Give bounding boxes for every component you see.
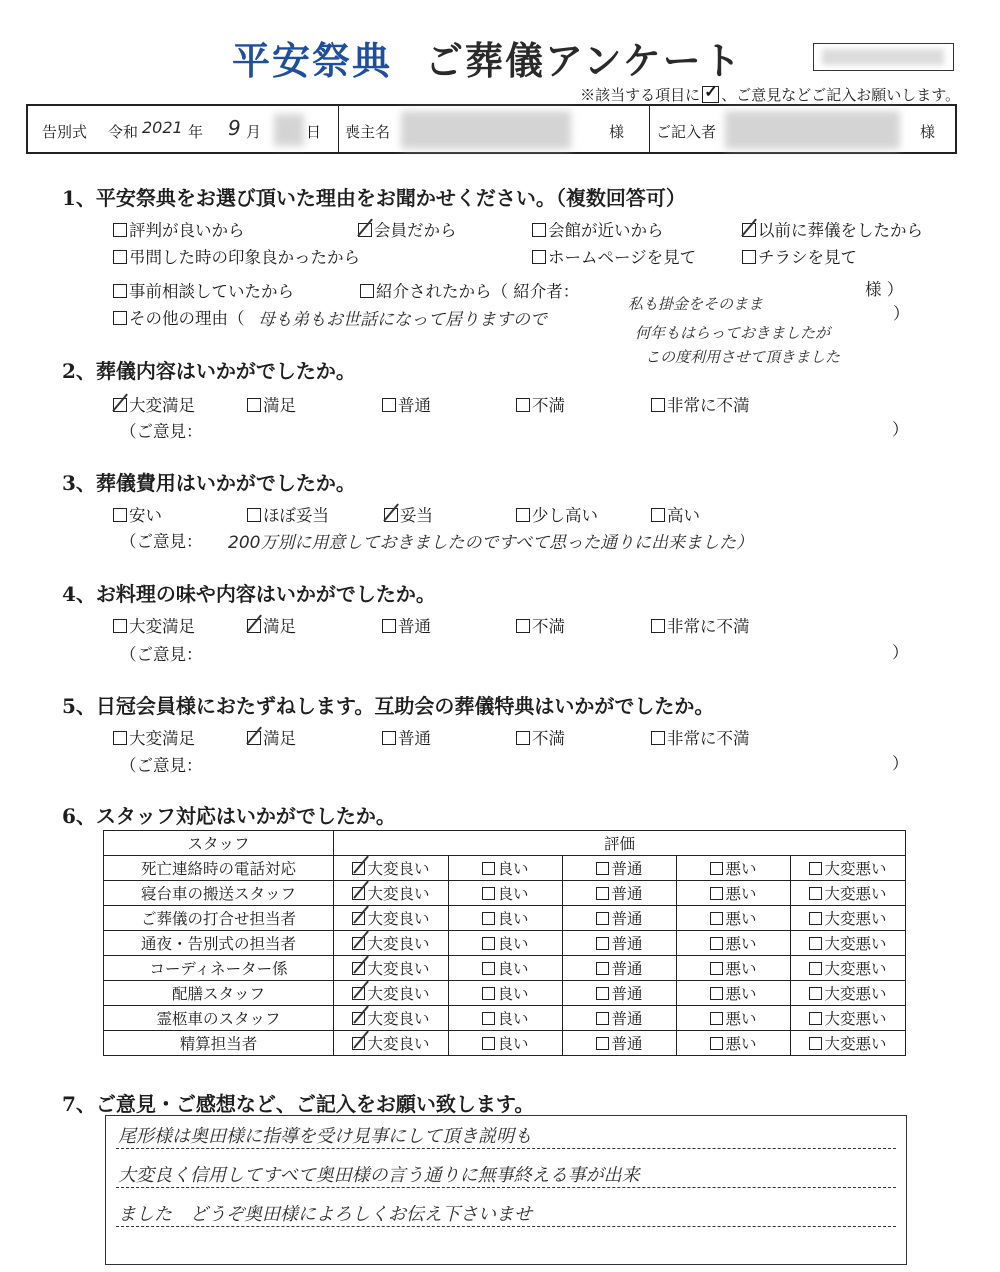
option-label: 事前相談していたから [129, 282, 294, 301]
rating-label: 普通 [611, 960, 643, 978]
honorific: 様 [920, 123, 936, 141]
checkbox[interactable] [809, 862, 822, 875]
ceremony-date-cell [28, 106, 339, 152]
free-comment-box[interactable] [105, 1115, 907, 1265]
staff-name: 死亡連絡時の電話対応 [104, 856, 334, 881]
chief-mourner-cell [339, 106, 650, 152]
checkbox[interactable] [532, 250, 546, 264]
rating-option[interactable] [563, 956, 677, 981]
option-label: 非常に不満 [667, 729, 750, 748]
checkbox[interactable] [710, 1012, 723, 1025]
staff-name: 寝台車の搬送スタッフ [104, 881, 334, 906]
era-label: 令和 [108, 123, 139, 141]
col-header-staff: スタッフ [104, 831, 334, 856]
rating-label: 良い [497, 935, 529, 953]
checkbox[interactable] [809, 887, 822, 900]
option-label: 満足 [263, 729, 296, 748]
checkbox[interactable] [113, 508, 127, 522]
rating-option[interactable] [449, 906, 563, 931]
staff-row [104, 956, 906, 981]
staff-row [104, 881, 906, 906]
option-label: 普通 [398, 396, 431, 415]
instruction-prefix: ※該当する項目に [580, 86, 701, 104]
rating-label: 悪い [725, 1010, 757, 1028]
q2-option[interactable] [516, 392, 565, 416]
rating-option[interactable] [449, 981, 563, 1006]
rating-label: 良い [497, 910, 529, 928]
q4-option[interactable] [247, 613, 296, 637]
rating-option[interactable] [449, 1006, 563, 1031]
option-label: 大変満足 [129, 729, 195, 748]
checkbox[interactable] [113, 731, 127, 745]
dashed-line [116, 1148, 896, 1149]
instruction [580, 84, 960, 105]
checkbox[interactable] [532, 223, 546, 237]
option-label: 高い [667, 506, 700, 525]
rating-option[interactable] [449, 1031, 563, 1056]
respondent-cell [650, 106, 955, 152]
staff-name: 配膳スタッフ [104, 981, 334, 1006]
checkbox-checked[interactable] [247, 619, 261, 633]
staff-row [104, 931, 906, 956]
other-reason-close: ） [893, 304, 910, 323]
rating-option[interactable] [791, 856, 906, 881]
checkbox[interactable] [596, 937, 609, 950]
rating-option[interactable] [563, 906, 677, 931]
chief-mourner-label: 喪主名 [345, 123, 391, 141]
q3-option[interactable] [516, 502, 598, 526]
rating-label: 悪い [725, 860, 757, 878]
checkbox[interactable] [482, 987, 495, 1000]
question-5-title: 5、日冠会員様におたずねします。互助会の葬儀特典はいかがでしたか。 [62, 694, 715, 718]
option-label: ほぼ妥当 [263, 506, 329, 525]
rating-label: 大変良い [367, 985, 430, 1003]
rating-option[interactable] [791, 981, 906, 1006]
option-label: 弔問した時の印象良かったから [129, 248, 360, 267]
comment-handwritten[interactable]: 200万別に用意しておきましたのですべて思った通りに出来ました） [228, 533, 754, 553]
rating-label: 普通 [611, 1035, 643, 1053]
redacted-id [822, 49, 944, 65]
option-label: 大変満足 [129, 617, 195, 636]
checkmark-icon [702, 86, 719, 103]
page-title: ご葬儀アンケート [425, 38, 743, 83]
redacted-respondent [725, 111, 900, 149]
q1-option[interactable] [532, 217, 664, 241]
checkbox[interactable] [516, 731, 530, 745]
option-label: 以前に葬儀をしたから [758, 221, 923, 240]
q1-option[interactable] [113, 305, 245, 329]
staff-row [104, 856, 906, 881]
option-label: 紹介されたから（ 紹介者： [376, 282, 580, 301]
checkbox[interactable] [113, 311, 127, 325]
rating-label: 大変悪い [824, 985, 887, 1003]
rating-option[interactable] [677, 906, 791, 931]
respondent-label: ご記入者 [656, 123, 717, 141]
col-header-rating: 評価 [334, 831, 906, 856]
checkbox[interactable] [651, 619, 665, 633]
redacted-day [274, 114, 304, 146]
option-label: 評判が良いから [129, 221, 245, 240]
checkbox-checked[interactable] [352, 987, 365, 1000]
other-reason-handwritten[interactable]: 母も弟もお世話になって居りますので [258, 310, 547, 330]
checkbox[interactable] [516, 508, 530, 522]
comment-close: ） [892, 420, 909, 439]
option-label: 普通 [398, 617, 431, 636]
checkbox[interactable] [809, 962, 822, 975]
rating-option[interactable] [677, 856, 791, 881]
rating-label: 大変悪い [824, 1010, 887, 1028]
checkbox-checked[interactable] [113, 398, 127, 412]
rating-option[interactable] [449, 956, 563, 981]
checkbox[interactable] [710, 1037, 723, 1050]
checkbox[interactable] [651, 398, 665, 412]
option-label: 会館が近いから [548, 221, 664, 240]
checkbox-checked[interactable] [352, 887, 365, 900]
staff-row [104, 1031, 906, 1056]
comment-line: ました どうぞ奥田様によろしくお伝え下さいませ [118, 1204, 532, 1225]
rating-option[interactable] [334, 856, 449, 881]
rating-option[interactable] [563, 931, 677, 956]
checkbox[interactable] [382, 398, 396, 412]
checkbox[interactable] [596, 1012, 609, 1025]
option-label: 安い [129, 506, 162, 525]
rating-option[interactable] [449, 856, 563, 881]
checkbox[interactable] [482, 1012, 495, 1025]
year-value[interactable]: 2021 [142, 118, 183, 137]
checkbox[interactable] [809, 987, 822, 1000]
q2-option[interactable] [382, 392, 431, 416]
rating-option[interactable] [677, 1031, 791, 1056]
q3-option[interactable] [651, 502, 700, 526]
brand-title: 平安祭典 [232, 38, 393, 83]
checkbox-checked[interactable] [352, 1037, 365, 1050]
option-label: 不満 [532, 396, 565, 415]
question-7-title: 7、ご意見・ご感想など、ご記入をお願い致します。 [62, 1092, 535, 1116]
rating-label: 大変良い [367, 860, 430, 878]
checkbox[interactable] [247, 398, 261, 412]
rating-label: 良い [497, 985, 529, 1003]
rating-label: 悪い [725, 935, 757, 953]
comment-label: （ご意見： [120, 422, 203, 441]
q3-option[interactable] [384, 502, 433, 526]
rating-option[interactable] [791, 906, 906, 931]
checkbox[interactable] [809, 1012, 822, 1025]
redacted-chief-mourner [401, 111, 571, 149]
rating-label: 大変良い [367, 935, 430, 953]
checkbox[interactable] [710, 962, 723, 975]
checkbox[interactable] [710, 887, 723, 900]
checkbox[interactable] [516, 398, 530, 412]
month-value[interactable]: 9 [228, 116, 241, 140]
rating-label: 良い [497, 885, 529, 903]
q1-option[interactable] [360, 278, 579, 302]
checkbox[interactable] [382, 731, 396, 745]
rating-label: 良い [497, 1035, 529, 1053]
q1-option[interactable] [113, 217, 245, 241]
rating-label: 大変悪い [824, 860, 887, 878]
info-table [26, 104, 957, 154]
q3-option[interactable] [113, 502, 162, 526]
rating-label: 大変悪い [824, 885, 887, 903]
comment-close: ） [892, 643, 909, 662]
checkbox[interactable] [809, 1037, 822, 1050]
rating-option[interactable] [791, 931, 906, 956]
checkbox[interactable] [596, 1037, 609, 1050]
checkbox[interactable] [596, 862, 609, 875]
checkbox[interactable] [113, 284, 127, 298]
q1-option[interactable] [532, 244, 696, 268]
option-label: 不満 [532, 617, 565, 636]
rating-label: 普通 [611, 910, 643, 928]
checkbox[interactable] [482, 1037, 495, 1050]
rating-label: 普通 [611, 1010, 643, 1028]
rating-option[interactable] [334, 1006, 449, 1031]
option-label: チラシを見て [758, 248, 857, 267]
day-unit: 日 [306, 123, 322, 141]
id-box [813, 43, 954, 71]
q5-option[interactable] [516, 725, 565, 749]
comment-close: ） [892, 754, 909, 773]
question-2-title: 2、葬儀内容はいかがでしたか。 [62, 359, 356, 383]
staff-name: ご葬儀の打合せ担当者 [104, 906, 334, 931]
staff-name: 霊柩車のスタッフ [104, 1006, 334, 1031]
checkbox[interactable] [710, 937, 723, 950]
checkbox[interactable] [651, 508, 665, 522]
checkbox[interactable] [113, 619, 127, 633]
checkbox-checked[interactable] [247, 731, 261, 745]
comment-label: （ご意見： [120, 756, 203, 775]
rating-option[interactable] [563, 856, 677, 881]
rating-option[interactable] [791, 1006, 906, 1031]
checkbox[interactable] [113, 250, 127, 264]
q4-option[interactable] [651, 613, 750, 637]
option-label: 妥当 [400, 506, 433, 525]
q1-option[interactable] [113, 278, 294, 302]
rating-label: 大変良い [367, 1010, 430, 1028]
checkbox-checked[interactable] [352, 862, 365, 875]
option-label: 普通 [398, 729, 431, 748]
rating-option[interactable] [449, 931, 563, 956]
option-label: その他の理由（ [129, 309, 245, 328]
q5-option[interactable] [247, 725, 296, 749]
checkbox[interactable] [596, 912, 609, 925]
q3-option[interactable] [247, 502, 329, 526]
comment-label: （ご意見： [120, 532, 203, 551]
rating-option[interactable] [563, 1031, 677, 1056]
checkbox[interactable] [360, 284, 374, 298]
dashed-line [116, 1187, 896, 1188]
q4-option[interactable] [113, 613, 195, 637]
rating-option[interactable] [677, 956, 791, 981]
rating-option[interactable] [677, 981, 791, 1006]
checkbox[interactable] [596, 887, 609, 900]
q4-option[interactable] [516, 613, 565, 637]
checkbox-checked[interactable] [384, 508, 398, 522]
question-1-title: 1、平安祭典をお選び頂いた理由をお聞かせください。（複数回答可） [62, 186, 686, 210]
checkbox[interactable] [809, 912, 822, 925]
rating-option[interactable] [334, 881, 449, 906]
option-label: 満足 [263, 617, 296, 636]
rating-option[interactable] [677, 931, 791, 956]
rating-label: 悪い [725, 1035, 757, 1053]
checkbox[interactable] [710, 862, 723, 875]
checkbox[interactable] [482, 962, 495, 975]
ceremony-label: 告別式 [42, 123, 88, 141]
q2-option[interactable] [651, 392, 750, 416]
rating-option[interactable] [677, 881, 791, 906]
checkbox-checked[interactable] [352, 1012, 365, 1025]
rating-label: 大変悪い [824, 910, 887, 928]
checkbox[interactable] [516, 619, 530, 633]
checkbox[interactable] [482, 912, 495, 925]
checkbox-checked[interactable] [352, 962, 365, 975]
checkbox-checked[interactable] [352, 937, 365, 950]
q5-option[interactable] [113, 725, 195, 749]
comment-line: 尾形様は奥田様に指導を受け見事にして頂き説明も [118, 1126, 532, 1147]
q5-option[interactable] [382, 725, 431, 749]
checkbox[interactable] [742, 250, 756, 264]
checkbox[interactable] [651, 731, 665, 745]
option-label: 満足 [263, 396, 296, 415]
q2-option[interactable] [247, 392, 296, 416]
rating-option[interactable] [791, 881, 906, 906]
comment-label: （ご意見： [120, 645, 203, 664]
rating-label: 大変悪い [824, 935, 887, 953]
option-label: 不満 [532, 729, 565, 748]
option-label: 非常に不満 [667, 396, 750, 415]
rating-label: 普通 [611, 985, 643, 1003]
rating-label: 良い [497, 860, 529, 878]
rating-option[interactable] [449, 881, 563, 906]
staff-name: コーディネーター係 [104, 956, 334, 981]
q1-option[interactable] [742, 244, 857, 268]
instruction-suffix: 、ご意見などご記入お願いします。 [721, 86, 960, 104]
question-6-title: 6、スタッフ対応はいかがでしたか。 [62, 804, 396, 828]
checkbox[interactable] [710, 987, 723, 1000]
month-unit: 月 [246, 123, 262, 141]
rating-label: 悪い [725, 960, 757, 978]
option-label: 少し高い [532, 506, 598, 525]
rating-label: 大変良い [367, 960, 430, 978]
checkbox[interactable] [382, 619, 396, 633]
rating-option[interactable] [334, 981, 449, 1006]
checkbox[interactable] [482, 887, 495, 900]
question-3-title: 3、葬儀費用はいかがでしたか。 [62, 471, 356, 495]
rating-label: 普通 [611, 860, 643, 878]
rating-label: 大変良い [367, 1035, 430, 1053]
rating-label: 悪い [725, 885, 757, 903]
checkbox[interactable] [113, 223, 127, 237]
rating-label: 大変良い [367, 885, 430, 903]
q1-option[interactable] [113, 244, 360, 268]
checkbox-checked[interactable] [742, 223, 756, 237]
rating-label: 良い [497, 1010, 529, 1028]
dashed-line [116, 1226, 896, 1227]
q1-option[interactable] [742, 217, 923, 241]
rating-label: 普通 [611, 885, 643, 903]
staff-row [104, 981, 906, 1006]
rating-label: 悪い [725, 910, 757, 928]
rating-option[interactable] [563, 981, 677, 1006]
other-reason-handwritten[interactable]: 私も掛金をそのまま [628, 295, 764, 313]
honorific: 様 [609, 123, 625, 141]
staff-rating-table [103, 830, 906, 1056]
checkbox[interactable] [596, 987, 609, 1000]
staff-row [104, 1006, 906, 1031]
option-label: 非常に不満 [667, 617, 750, 636]
referrer-suffix: 様 ） [865, 280, 904, 299]
checkbox-checked[interactable] [352, 912, 365, 925]
question-4-title: 4、お料理の味や内容はいかがでしたか。 [62, 582, 436, 606]
checkbox[interactable] [809, 937, 822, 950]
rating-option[interactable] [334, 906, 449, 931]
q2-option[interactable] [113, 392, 195, 416]
checkbox[interactable] [482, 937, 495, 950]
rating-option[interactable] [563, 881, 677, 906]
rating-option[interactable] [334, 956, 449, 981]
other-reason-handwritten[interactable]: 何年もはらっておきましたが [635, 324, 831, 342]
year-unit: 年 [188, 123, 204, 141]
q1-option[interactable] [358, 217, 457, 241]
q4-option[interactable] [382, 613, 431, 637]
option-label: ホームページを見て [548, 248, 697, 267]
rating-label: 悪い [725, 985, 757, 1003]
rating-label: 大変良い [367, 910, 430, 928]
q5-option[interactable] [651, 725, 750, 749]
checkbox[interactable] [247, 508, 261, 522]
staff-name: 通夜・告別式の担当者 [104, 931, 334, 956]
rating-option[interactable] [334, 931, 449, 956]
rating-label: 普通 [611, 935, 643, 953]
staff-row [104, 906, 906, 931]
rating-option[interactable] [563, 1006, 677, 1031]
rating-label: 大変悪い [824, 960, 887, 978]
checkbox-checked[interactable] [358, 223, 372, 237]
rating-option[interactable] [791, 1031, 906, 1056]
other-reason-handwritten[interactable]: この度利用させて頂きました [645, 348, 841, 366]
checkbox[interactable] [482, 862, 495, 875]
comment-line: 大変良く信用してすべて奥田様の言う通りに無事終える事が出来 [118, 1165, 640, 1186]
rating-option[interactable] [334, 1031, 449, 1056]
staff-name: 精算担当者 [104, 1031, 334, 1056]
checkbox[interactable] [710, 912, 723, 925]
rating-option[interactable] [791, 956, 906, 981]
checkbox[interactable] [596, 962, 609, 975]
rating-option[interactable] [677, 1006, 791, 1031]
rating-label: 良い [497, 960, 529, 978]
rating-label: 大変悪い [824, 1035, 887, 1053]
option-label: 大変満足 [129, 396, 195, 415]
option-label: 会員だから [374, 221, 457, 240]
